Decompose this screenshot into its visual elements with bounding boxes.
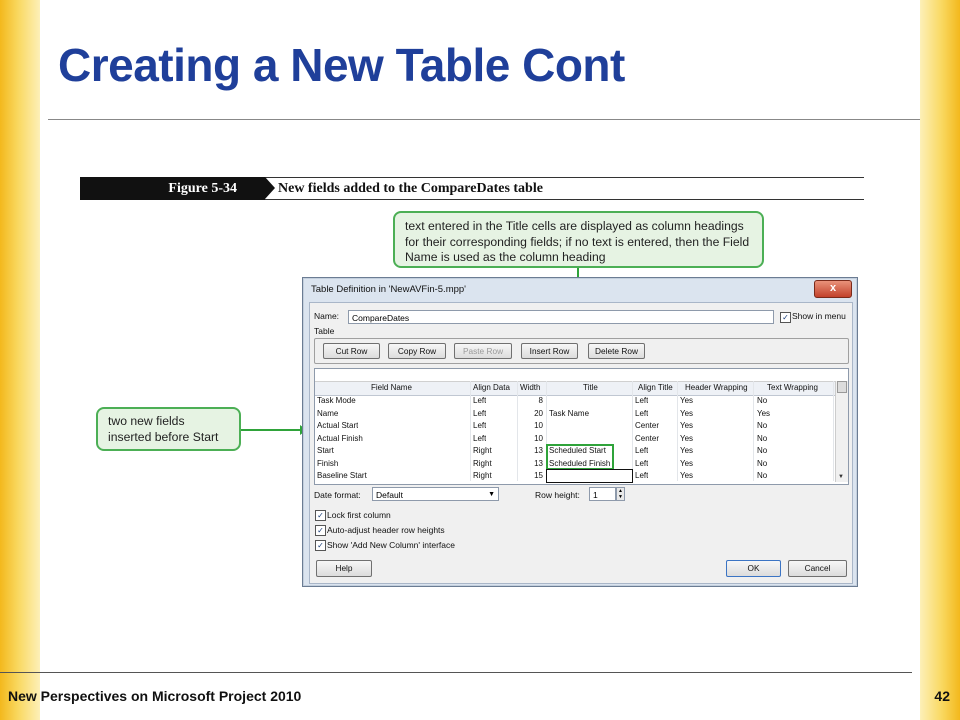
auto-adjust-header-checkbox[interactable]: ✓ — [315, 525, 326, 536]
insert-row-button[interactable]: Insert Row — [521, 343, 578, 359]
delete-row-button[interactable]: Delete Row — [588, 343, 645, 359]
table-row[interactable] — [315, 420, 835, 433]
field-name-cell[interactable]: Task Mode — [317, 396, 356, 405]
text-wrapping-cell[interactable]: No — [757, 433, 768, 443]
text-wrapping-cell[interactable]: Yes — [757, 408, 771, 418]
title-cell[interactable]: Scheduled Start — [549, 446, 606, 455]
text-wrapping-cell[interactable]: No — [757, 396, 768, 405]
page-number: 42 — [934, 688, 950, 704]
column-header: Width — [520, 383, 541, 392]
header-wrapping-cell[interactable]: Yes — [680, 446, 694, 455]
row-toolbar — [314, 338, 849, 364]
align-title-cell[interactable]: Left — [635, 396, 649, 405]
align-data-cell[interactable]: Left — [473, 408, 487, 418]
field-name-cell[interactable]: Name — [317, 408, 339, 418]
footer-divider — [0, 672, 912, 673]
align-title-cell[interactable]: Center — [635, 421, 660, 430]
right-decorative-bar — [920, 0, 960, 720]
scroll-down-icon[interactable]: ▼ — [838, 474, 844, 480]
figure-header — [80, 177, 864, 200]
field-name-cell[interactable]: Finish — [317, 458, 339, 468]
grid-scrollbar[interactable] — [835, 381, 848, 482]
slide-title: Creating a New Table Cont — [58, 39, 625, 91]
date-format-value: Default — [376, 490, 403, 500]
width-cell[interactable]: 20 — [534, 408, 543, 418]
width-cell[interactable]: 13 — [534, 458, 543, 468]
figure-arrow-icon — [265, 177, 275, 199]
close-icon[interactable]: x — [814, 280, 852, 298]
paste-row-button[interactable]: Paste Row — [454, 343, 512, 359]
checkbox-label: Lock first column — [327, 510, 391, 520]
grid-edit-bar[interactable] — [315, 369, 835, 382]
header-wrapping-cell[interactable]: Yes — [680, 458, 694, 468]
callout-connector-horizontal — [241, 429, 304, 431]
align-title-cell[interactable]: Center — [635, 433, 660, 443]
row-height-input[interactable]: 1 — [589, 487, 616, 501]
grid-header-row — [315, 382, 835, 396]
width-cell[interactable]: 8 — [538, 396, 543, 405]
align-data-cell[interactable]: Left — [473, 396, 487, 405]
date-format-select[interactable] — [372, 487, 499, 501]
width-cell[interactable]: 13 — [534, 446, 543, 455]
ok-button[interactable]: OK — [726, 560, 781, 577]
dialog-body — [309, 302, 853, 584]
align-title-cell[interactable]: Left — [635, 408, 649, 418]
column-header: Align Title — [638, 383, 673, 392]
width-cell[interactable]: 10 — [534, 433, 543, 443]
column-header: Title — [583, 383, 598, 392]
table-label: Table — [314, 326, 335, 336]
table-definition-dialog — [302, 277, 858, 587]
footer-text: New Perspectives on Microsoft Project 2010 — [8, 688, 302, 704]
align-data-cell[interactable]: Right — [473, 458, 492, 468]
left-decorative-bar — [0, 0, 40, 720]
lock-first-column-checkbox[interactable]: ✓ — [315, 510, 326, 521]
cut-row-button[interactable]: Cut Row — [323, 343, 380, 359]
date-format-label: Date format: — [314, 490, 361, 500]
chevron-down-icon[interactable]: ▼ — [488, 491, 495, 498]
title-cell[interactable]: Scheduled Finish — [549, 458, 611, 468]
align-data-cell[interactable]: Right — [473, 471, 492, 480]
header-wrapping-cell[interactable]: Yes — [680, 471, 694, 480]
show-in-menu-label: Show in menu — [792, 311, 846, 321]
fields-grid[interactable] — [314, 368, 849, 485]
table-row[interactable] — [315, 408, 835, 421]
align-title-cell[interactable]: Left — [635, 446, 649, 455]
name-input[interactable]: CompareDates — [348, 310, 774, 324]
active-cell-outline — [546, 469, 633, 483]
align-title-cell[interactable]: Left — [635, 458, 649, 468]
title-cell[interactable]: Task Name — [549, 408, 590, 418]
text-wrapping-cell[interactable]: No — [757, 446, 768, 455]
row-height-stepper[interactable]: ▲ ▼ — [616, 487, 625, 501]
column-header: Header Wrapping — [685, 383, 748, 392]
checkbox-label: Auto-adjust header row heights — [327, 525, 445, 535]
text-wrapping-cell[interactable]: No — [757, 471, 768, 480]
name-label: Name: — [314, 311, 340, 321]
field-name-cell[interactable]: Actual Start — [317, 421, 359, 430]
column-header: Field Name — [371, 383, 412, 392]
field-name-cell[interactable]: Baseline Start — [317, 471, 367, 480]
field-name-cell[interactable]: Actual Finish — [317, 433, 363, 443]
title-divider — [48, 119, 920, 120]
dialog-title: Table Definition in 'NewAVFin-5.mpp' — [311, 284, 466, 295]
checkbox-label: Show 'Add New Column' interface — [327, 540, 455, 550]
align-data-cell[interactable]: Left — [473, 421, 487, 430]
header-wrapping-cell[interactable]: Yes — [680, 433, 694, 443]
header-wrapping-cell[interactable]: Yes — [680, 421, 694, 430]
field-name-cell[interactable]: Start — [317, 446, 334, 455]
new-fields-callout: two new fields inserted before Start — [96, 407, 241, 451]
help-button[interactable]: Help — [316, 560, 372, 577]
text-wrapping-cell[interactable]: No — [757, 421, 768, 430]
figure-number: Figure 5-34 — [80, 177, 265, 200]
column-header: Align Data — [473, 383, 510, 392]
title-cells-callout: text entered in the Title cells are displayed as column headings for their corresponding fields; if no text is entered, then the Field Name is used as the column heading — [393, 211, 764, 268]
width-cell[interactable]: 15 — [534, 471, 543, 480]
header-wrapping-cell[interactable]: Yes — [680, 408, 694, 418]
column-header: Text Wrapping — [767, 383, 818, 392]
align-title-cell[interactable]: Left — [635, 471, 649, 480]
cancel-button[interactable]: Cancel — [788, 560, 847, 577]
figure-caption: New fields added to the CompareDates table — [278, 181, 543, 196]
show-add-column-checkbox[interactable]: ✓ — [315, 540, 326, 551]
width-cell[interactable]: 10 — [534, 421, 543, 430]
show-in-menu-checkbox[interactable]: ✓ — [780, 312, 791, 323]
align-data-cell[interactable]: Left — [473, 433, 487, 443]
row-height-label: Row height: — [535, 490, 580, 500]
align-data-cell[interactable]: Right — [473, 446, 492, 455]
text-wrapping-cell[interactable]: No — [757, 458, 768, 468]
scrollbar-thumb[interactable] — [837, 381, 847, 393]
new-titles-highlight — [546, 444, 614, 470]
copy-row-button[interactable]: Copy Row — [388, 343, 446, 359]
table-row[interactable] — [315, 395, 835, 408]
header-wrapping-cell[interactable]: Yes — [680, 396, 694, 405]
